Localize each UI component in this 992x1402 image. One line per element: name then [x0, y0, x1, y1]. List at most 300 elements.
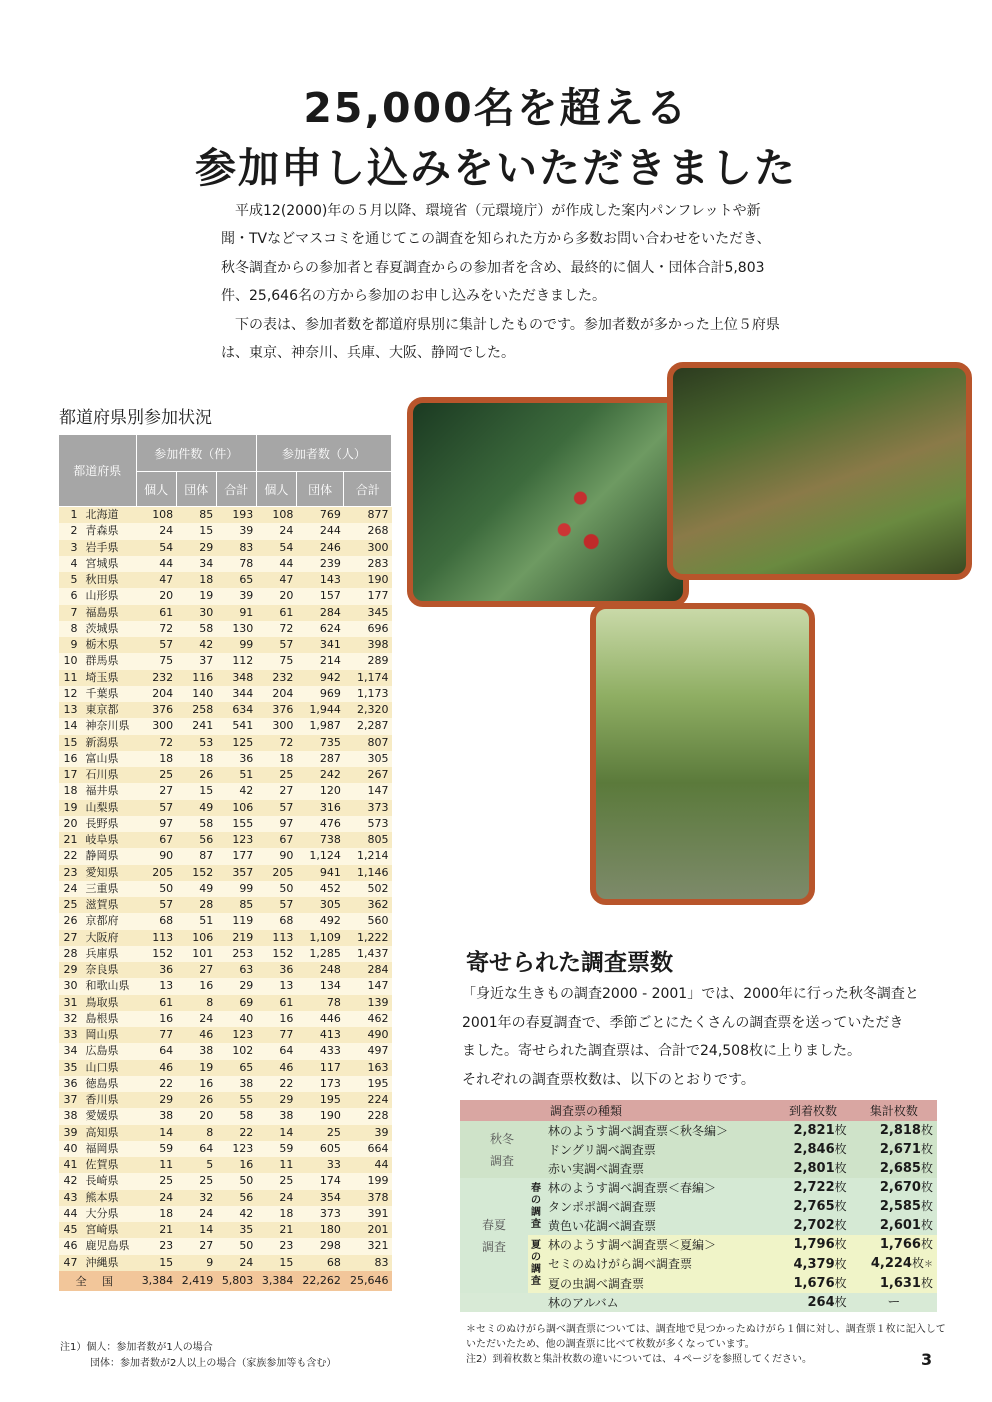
value-cell: 18	[176, 572, 216, 588]
value-cell: 1,214	[344, 848, 392, 864]
count-unit: 枚	[920, 1199, 933, 1213]
value-cell: 321	[344, 1238, 392, 1254]
total-cell: 2,419	[176, 1271, 216, 1291]
value-cell: 560	[344, 913, 392, 929]
prefecture-name: 香川県	[80, 1092, 137, 1108]
prefecture-name: 広島県	[80, 1043, 137, 1059]
col-cases-total: 合計	[216, 472, 256, 507]
value-cell: 87	[176, 848, 216, 864]
value-cell: 27	[176, 1238, 216, 1254]
value-cell: 25	[256, 767, 296, 783]
table-row	[59, 848, 392, 864]
count-cell	[775, 1121, 850, 1140]
value-cell: 59	[136, 1141, 176, 1157]
row-number: 15	[59, 735, 80, 751]
value-cell: 85	[176, 507, 216, 524]
prefecture-name: 東京都	[80, 702, 137, 718]
value-cell: 75	[256, 653, 296, 669]
value-cell: 143	[296, 572, 344, 588]
value-cell: 36	[216, 751, 256, 767]
value-cell: 39	[344, 1125, 392, 1141]
value-cell: 316	[296, 800, 344, 816]
value-cell: 344	[216, 686, 256, 702]
value-cell: 362	[344, 897, 392, 913]
count-cell	[851, 1121, 937, 1140]
value-cell: 283	[344, 556, 392, 572]
count-value: 2,671	[879, 1142, 921, 1157]
value-cell: 64	[136, 1043, 176, 1059]
value-cell: 61	[256, 995, 296, 1011]
value-cell: 268	[344, 523, 392, 539]
value-cell: 15	[176, 523, 216, 539]
table-row	[59, 995, 392, 1011]
value-cell: 44	[256, 556, 296, 572]
value-cell: 113	[256, 930, 296, 946]
table-row	[59, 1255, 392, 1271]
value-cell: 941	[296, 865, 344, 881]
value-cell: 50	[216, 1173, 256, 1189]
col-cases-individual: 個人	[136, 472, 176, 507]
intro-paragraph-1: 平成12(2000)年の５月以降、環境省（元環境庁）が作成した案内パンフレットや新聞・TVなどマスコミを通じてこの調査を知られた方から多数お問い合わせをいただき、秋冬調査からの参加者と春夏調査からの参加者を含め、最終的に個人・団体合計5,803件、25,646名の方から参加のお申し込みをいただきました。	[221, 203, 771, 305]
value-cell: 38	[216, 1076, 256, 1092]
value-cell: 108	[136, 507, 176, 524]
value-cell: 391	[344, 1206, 392, 1222]
value-cell: 32	[176, 1190, 216, 1206]
table-row	[59, 832, 392, 848]
row-number: 9	[59, 637, 80, 653]
value-cell: 68	[136, 913, 176, 929]
value-cell: 1,987	[296, 718, 344, 734]
value-cell: 9	[176, 1255, 216, 1271]
value-cell: 61	[136, 995, 176, 1011]
section-text	[462, 980, 952, 1094]
count-cell	[775, 1140, 850, 1159]
table-row	[59, 507, 392, 524]
row-number: 42	[59, 1173, 80, 1189]
table-row	[59, 783, 392, 799]
count-value: 1,631	[879, 1276, 921, 1291]
value-cell: 72	[136, 621, 176, 637]
table-row	[59, 670, 392, 686]
value-cell: 19	[176, 588, 216, 604]
value-cell: 492	[296, 913, 344, 929]
table-row	[59, 930, 392, 946]
value-cell: 36	[136, 962, 176, 978]
value-cell: 634	[216, 702, 256, 718]
value-cell: 139	[344, 995, 392, 1011]
count-cell	[775, 1159, 850, 1178]
row-number: 47	[59, 1255, 80, 1271]
count-cell	[775, 1178, 850, 1197]
value-cell: 25	[256, 1173, 296, 1189]
value-cell: 298	[296, 1238, 344, 1254]
count-value: 4,224	[870, 1256, 912, 1271]
value-cell: 300	[344, 540, 392, 556]
col-people: 参加者数（人）	[256, 435, 391, 472]
count-cell: ー	[887, 1294, 901, 1310]
row-number: 35	[59, 1060, 80, 1076]
value-cell: 205	[256, 865, 296, 881]
prefecture-name: 兵庫県	[80, 946, 137, 962]
children-survey-photo	[667, 362, 972, 580]
value-cell: 90	[136, 848, 176, 864]
value-cell: 376	[256, 702, 296, 718]
value-cell: 97	[136, 816, 176, 832]
value-cell: 13	[256, 978, 296, 994]
value-cell: 25	[136, 767, 176, 783]
value-cell: 1,285	[296, 946, 344, 962]
value-cell: 49	[176, 881, 216, 897]
value-cell: 205	[136, 865, 176, 881]
value-cell: 18	[256, 751, 296, 767]
value-cell: 16	[176, 978, 216, 994]
table-row	[59, 1027, 392, 1043]
value-cell: 57	[256, 800, 296, 816]
row-number: 30	[59, 978, 80, 994]
count-unit: 枚	[834, 1256, 847, 1271]
value-cell: 29	[256, 1092, 296, 1108]
value-cell: 14	[256, 1125, 296, 1141]
survey-sheet-table	[460, 1100, 937, 1312]
blank-cell	[460, 1293, 544, 1312]
value-cell: 696	[344, 621, 392, 637]
value-cell: 49	[176, 800, 216, 816]
value-cell: 24	[216, 1255, 256, 1271]
table-row	[59, 751, 392, 767]
survey-name: 林のアルバム	[548, 1295, 619, 1310]
value-cell: 433	[296, 1043, 344, 1059]
value-cell: 34	[176, 556, 216, 572]
table-row	[59, 702, 392, 718]
value-cell: 155	[216, 816, 256, 832]
value-cell: 8	[176, 995, 216, 1011]
table-row	[59, 1108, 392, 1124]
survey-sheet-table-body	[460, 1121, 937, 1312]
value-cell: 8	[176, 1125, 216, 1141]
value-cell: 108	[256, 507, 296, 524]
value-cell: 25	[176, 1173, 216, 1189]
intro-paragraph-2: 下の表は、参加者数を都道府県別に集計したものです。参加者数が多かった上位５府県は、東京、神奈川、兵庫、大阪、静岡でした。	[221, 316, 780, 362]
count-unit: 枚	[920, 1142, 933, 1156]
value-cell: 47	[256, 572, 296, 588]
table-row	[59, 637, 392, 653]
row-number: 25	[59, 897, 80, 913]
value-cell: 51	[176, 913, 216, 929]
count-unit: 枚	[834, 1123, 847, 1137]
table-row	[59, 816, 392, 832]
count-unit: 枚	[834, 1276, 847, 1290]
value-cell: 232	[136, 670, 176, 686]
table-row	[59, 1043, 392, 1059]
value-cell: 24	[176, 1011, 216, 1027]
value-cell: 56	[176, 832, 216, 848]
value-cell: 99	[216, 637, 256, 653]
value-cell: 24	[256, 1190, 296, 1206]
value-cell: 16	[176, 1076, 216, 1092]
table-row	[59, 1238, 392, 1254]
value-cell: 173	[296, 1076, 344, 1092]
value-cell: 117	[296, 1060, 344, 1076]
table-row	[59, 605, 392, 621]
value-cell: 942	[296, 670, 344, 686]
section-title: 寄せられた調査票数	[466, 950, 673, 976]
prefecture-name: 長崎県	[80, 1173, 137, 1189]
value-cell: 51	[216, 767, 256, 783]
value-cell: 13	[136, 978, 176, 994]
value-cell: 228	[344, 1108, 392, 1124]
footnote-1: ＊セミのぬけがら調べ調査票については、調査地で見つかったぬけがら１個に対し、調査票１枚に記入していただいたため、他の調査票に比べて枚数が多くなっています。	[466, 1324, 946, 1350]
value-cell: 50	[256, 881, 296, 897]
value-cell: 497	[344, 1043, 392, 1059]
prefecture-name: 愛知県	[80, 865, 137, 881]
value-cell: 378	[344, 1190, 392, 1206]
value-cell: 57	[136, 897, 176, 913]
value-cell: 177	[216, 848, 256, 864]
value-cell: 33	[296, 1157, 344, 1173]
prefecture-name: 大分県	[80, 1206, 137, 1222]
survey-name: 黄色い花調べ調査票	[548, 1218, 657, 1233]
value-cell: 152	[176, 865, 216, 881]
value-cell: 204	[136, 686, 176, 702]
value-cell: 738	[296, 832, 344, 848]
table-row	[59, 897, 392, 913]
value-cell: 54	[136, 540, 176, 556]
value-cell: 476	[296, 816, 344, 832]
value-cell: 23	[256, 1238, 296, 1254]
value-cell: 56	[216, 1190, 256, 1206]
table-row	[59, 1060, 392, 1076]
value-cell: 242	[296, 767, 344, 783]
prefecture-name: 滋賀県	[80, 897, 137, 913]
value-cell: 67	[136, 832, 176, 848]
value-cell: 27	[256, 783, 296, 799]
row-number: 31	[59, 995, 80, 1011]
count-value: 2,818	[879, 1123, 921, 1138]
value-cell: 72	[136, 735, 176, 751]
value-cell: 50	[136, 881, 176, 897]
prefecture-name: 青森県	[80, 523, 137, 539]
value-cell: 16	[216, 1157, 256, 1173]
value-cell: 267	[344, 767, 392, 783]
value-cell: 29	[216, 978, 256, 994]
prefecture-name: 茨城県	[80, 621, 137, 637]
value-cell: 26	[176, 1092, 216, 1108]
value-cell: 462	[344, 1011, 392, 1027]
value-cell: 24	[136, 1190, 176, 1206]
value-cell: 61	[136, 605, 176, 621]
value-cell: 85	[216, 897, 256, 913]
value-cell: 130	[216, 621, 256, 637]
value-cell: 120	[296, 783, 344, 799]
table-row	[59, 1076, 392, 1092]
count-value: 2,585	[879, 1199, 921, 1214]
value-cell: 1,437	[344, 946, 392, 962]
value-cell: 57	[256, 637, 296, 653]
count-mark: ＊	[923, 1260, 933, 1270]
value-cell: 83	[344, 1255, 392, 1271]
sv-col-arrived: 到着枚数	[775, 1100, 850, 1121]
row-number: 7	[59, 605, 80, 621]
value-cell: 376	[136, 702, 176, 718]
value-cell: 39	[216, 588, 256, 604]
value-cell: 15	[256, 1255, 296, 1271]
value-cell: 204	[256, 686, 296, 702]
value-cell: 232	[256, 670, 296, 686]
value-cell: 1,174	[344, 670, 392, 686]
col-cases: 参加件数（件）	[136, 435, 256, 472]
value-cell: 27	[136, 783, 176, 799]
survey-name: タンポポ調べ調査票	[548, 1199, 657, 1214]
count-cell	[775, 1197, 850, 1216]
count-value: 2,702	[793, 1218, 835, 1233]
season-group-label: 春夏 調査	[460, 1178, 528, 1293]
value-cell: 219	[216, 930, 256, 946]
count-cell	[851, 1254, 937, 1274]
value-cell: 735	[296, 735, 344, 751]
section-line: 「身近な生きもの調査2000 - 2001」では、2000年に行った秋冬調査と	[462, 986, 919, 1002]
value-cell: 18	[176, 751, 216, 767]
count-unit: 枚	[911, 1256, 924, 1270]
row-number: 38	[59, 1108, 80, 1124]
value-cell: 30	[176, 605, 216, 621]
count-unit: 枚	[920, 1237, 933, 1251]
survey-name: 夏の虫調べ調査票	[548, 1276, 645, 1291]
prefecture-name: 島根県	[80, 1011, 137, 1027]
value-cell: 116	[176, 670, 216, 686]
prefecture-name: 福岡県	[80, 1141, 137, 1157]
count-cell	[775, 1274, 850, 1293]
value-cell: 44	[344, 1157, 392, 1173]
prefecture-table	[58, 434, 392, 1291]
table-row	[59, 800, 392, 816]
season-sub-label: 夏 の 調 査	[531, 1240, 541, 1287]
value-cell: 25	[136, 1173, 176, 1189]
table-row	[59, 978, 392, 994]
count-value: 264	[807, 1295, 835, 1310]
value-cell: 5	[176, 1157, 216, 1173]
prefecture-name: 栃木県	[80, 637, 137, 653]
value-cell: 78	[296, 995, 344, 1011]
value-cell: 14	[176, 1222, 216, 1238]
col-prefecture: 都道府県	[59, 435, 137, 507]
count-value: 4,379	[793, 1256, 835, 1272]
value-cell: 90	[256, 848, 296, 864]
value-cell: 357	[216, 865, 256, 881]
value-cell: 354	[296, 1190, 344, 1206]
value-cell: 2,320	[344, 702, 392, 718]
prefecture-name: 岩手県	[80, 540, 137, 556]
value-cell: 68	[296, 1255, 344, 1271]
prefecture-name: 熊本県	[80, 1190, 137, 1206]
value-cell: 605	[296, 1141, 344, 1157]
value-cell: 58	[216, 1108, 256, 1124]
value-cell: 21	[256, 1222, 296, 1238]
value-cell: 29	[136, 1092, 176, 1108]
count-cell	[775, 1216, 850, 1235]
value-cell: 106	[176, 930, 216, 946]
row-number: 28	[59, 946, 80, 962]
count-unit: 枚	[920, 1161, 933, 1175]
table-row	[59, 718, 392, 734]
count-cell	[775, 1235, 850, 1254]
value-cell: 101	[176, 946, 216, 962]
prefecture-name: 宮崎県	[80, 1222, 137, 1238]
value-cell: 193	[216, 507, 256, 524]
survey-row	[460, 1178, 937, 1197]
table-row	[59, 1092, 392, 1108]
value-cell: 24	[176, 1206, 216, 1222]
value-cell: 42	[216, 1206, 256, 1222]
row-number: 43	[59, 1190, 80, 1206]
value-cell: 152	[256, 946, 296, 962]
value-cell: 248	[296, 962, 344, 978]
value-cell: 398	[344, 637, 392, 653]
value-cell: 1,146	[344, 865, 392, 881]
value-cell: 102	[216, 1043, 256, 1059]
count-value: 2,765	[793, 1199, 835, 1214]
table-row	[59, 913, 392, 929]
table-row	[59, 1173, 392, 1189]
row-number: 34	[59, 1043, 80, 1059]
survey-name: 赤い実調べ調査票	[548, 1161, 645, 1176]
count-unit: 枚	[920, 1276, 933, 1290]
count-value: 2,685	[879, 1161, 921, 1176]
value-cell: 253	[216, 946, 256, 962]
sv-col-counted: 集計枚数	[851, 1100, 937, 1121]
count-value: 2,821	[793, 1123, 835, 1138]
section-line: 2001年の春夏調査で、季節ごとにたくさんの調査票を送っていただき	[462, 1014, 904, 1031]
value-cell: 57	[136, 800, 176, 816]
survey-name: ドングリ調べ調査票	[548, 1142, 656, 1157]
value-cell: 113	[136, 930, 176, 946]
value-cell: 22	[216, 1125, 256, 1141]
value-cell: 68	[256, 913, 296, 929]
col-cases-group: 団体	[176, 472, 216, 507]
sv-col-blank	[460, 1100, 544, 1121]
value-cell: 83	[216, 540, 256, 556]
value-cell: 53	[176, 735, 216, 751]
value-cell: 11	[136, 1157, 176, 1173]
value-cell: 348	[216, 670, 256, 686]
row-number: 33	[59, 1027, 80, 1043]
prefecture-name: 福島県	[80, 605, 137, 621]
value-cell: 284	[344, 962, 392, 978]
value-cell: 25	[296, 1125, 344, 1141]
table-row	[59, 1222, 392, 1238]
count-cell	[851, 1178, 937, 1197]
value-cell: 541	[216, 718, 256, 734]
value-cell: 969	[296, 686, 344, 702]
table-row	[59, 588, 392, 604]
value-cell: 21	[136, 1222, 176, 1238]
value-cell: 63	[216, 962, 256, 978]
row-number: 24	[59, 881, 80, 897]
value-cell: 54	[256, 540, 296, 556]
prefecture-name: 沖縄県	[80, 1255, 137, 1271]
value-cell: 26	[176, 767, 216, 783]
value-cell: 14	[136, 1125, 176, 1141]
red-berries-photo	[407, 397, 689, 607]
value-cell: 246	[296, 540, 344, 556]
value-cell: 805	[344, 832, 392, 848]
value-cell: 58	[176, 816, 216, 832]
title-line-1: 25,000名を超える	[303, 84, 689, 132]
row-number: 21	[59, 832, 80, 848]
value-cell: 19	[176, 1060, 216, 1076]
value-cell: 341	[296, 637, 344, 653]
count-value: 2,722	[793, 1180, 835, 1195]
prefecture-name: 石川県	[80, 767, 137, 783]
